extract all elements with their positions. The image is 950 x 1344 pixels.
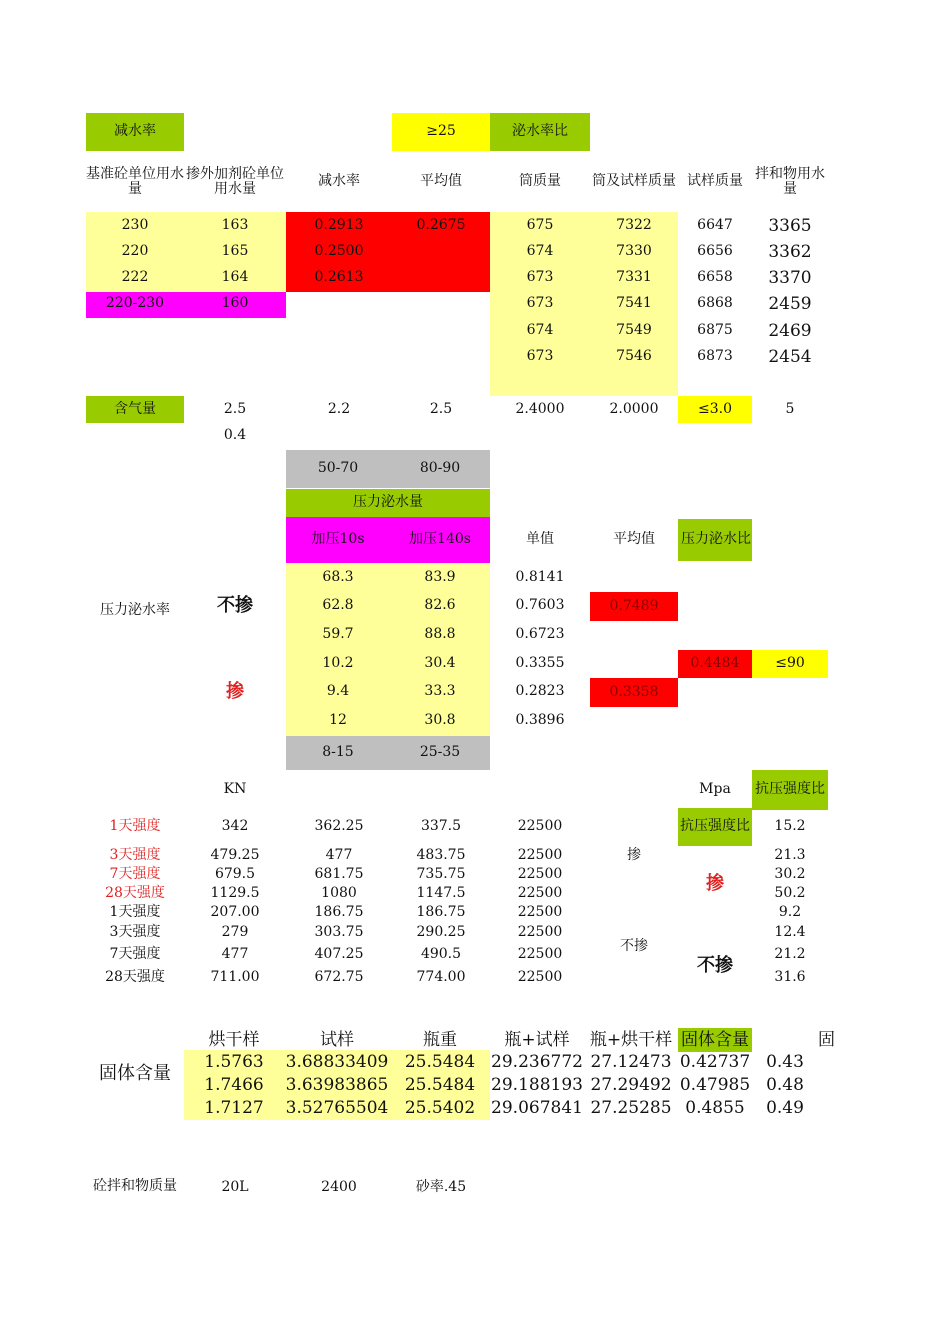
cylinder-mass-cell: 673 <box>526 269 554 286</box>
pressure-col-10s: 加压10s <box>286 517 390 563</box>
water-reduction-cell <box>290 291 388 317</box>
base-water-cell: 222 <box>121 269 149 286</box>
strength-v1-cell: 711.00 <box>210 969 260 986</box>
strength-v3-cell: 490.5 <box>420 946 462 963</box>
pressure-row-label: 压力泌水率 <box>100 602 170 619</box>
mix-v3: 砂率.45 <box>415 1179 467 1196</box>
header-base-water: 基准砼单位用水量 <box>86 165 184 197</box>
air-content-tag: 含气量 <box>86 396 184 423</box>
solids-cell: 3.63983865 <box>285 1075 389 1096</box>
air-v3: 2.5 <box>429 400 453 417</box>
strength-mpa-cell: 15.2 <box>774 818 806 835</box>
solids-cell: 29.067841 <box>491 1098 583 1119</box>
strength-v3-cell: 1147.5 <box>416 885 466 902</box>
solids-cell: 29.188193 <box>491 1075 583 1096</box>
range-25-35: 25-35 <box>390 736 490 770</box>
base-water-cell: 230 <box>121 217 149 234</box>
header-admix-water: 掺外加剂砼单位用水量 <box>186 165 284 197</box>
admix-water-cell: 164 <box>221 269 249 286</box>
header-water-reduction: 减水率 <box>318 173 360 190</box>
mix-water-cell: 2459 <box>768 293 812 314</box>
pressure-unit-cell: 0.6723 <box>515 626 565 643</box>
solids-header-cell: 试样 <box>320 1029 354 1050</box>
strength-area-cell: 22500 <box>517 904 563 921</box>
strength-not-added: 不掺 <box>697 955 733 977</box>
strength-ratio-label: 抗压强度比 <box>678 808 752 846</box>
water-reduction-cell: 0.2500 <box>314 243 364 260</box>
pressure-140s-cell: 33.3 <box>424 683 456 700</box>
cylinder-sample-mass-cell: 7549 <box>616 322 652 339</box>
solids-cell: 25.5484 <box>404 1075 476 1096</box>
pressure-col-140s: 加压140s <box>390 517 490 563</box>
water-reduction-cell: 0.2613 <box>314 269 364 286</box>
strength-mpa-cell: 21.3 <box>774 847 806 864</box>
pressure-140s-cell: 30.8 <box>424 712 456 729</box>
solids-cell: 0.49 <box>766 1098 804 1119</box>
solids-cell: 3.52765504 <box>285 1098 389 1119</box>
solids-cell: 0.4855 <box>685 1098 745 1119</box>
strength-added-small: 掺 <box>627 847 641 864</box>
air-v1: 2.5 <box>223 400 247 417</box>
pressure-title: 压力泌水量 <box>286 489 490 517</box>
header-average: 平均值 <box>420 173 462 190</box>
strength-area-cell: 22500 <box>517 847 563 864</box>
strength-v3-cell: 774.00 <box>416 969 466 986</box>
pressure-10s-cell: 62.8 <box>322 597 354 614</box>
admix-water-cell: 165 <box>221 243 249 260</box>
strength-v2-cell: 681.75 <box>314 866 364 883</box>
header-mix-water: 拌和物用水量 <box>755 165 825 197</box>
mix-water-cell: 3370 <box>768 267 812 288</box>
strength-v2-cell: 672.75 <box>314 969 364 986</box>
strength-area-cell: 22500 <box>517 946 563 963</box>
range-50-70: 50-70 <box>286 450 390 488</box>
solids-header-cell: 瓶重 <box>423 1029 457 1050</box>
solids-cell: 27.12473 <box>590 1052 672 1073</box>
water-reduction-cell: 0.2913 <box>314 217 364 234</box>
solids-cell: 0.47985 <box>679 1075 751 1096</box>
solids-label: 固体含量 <box>99 1063 171 1085</box>
pressure-unit-label: 单值 <box>526 531 554 548</box>
water-reduction-cell <box>290 318 388 344</box>
strength-v2-cell: 1080 <box>321 885 357 902</box>
average-cell <box>392 265 490 291</box>
range-80-90: 80-90 <box>390 450 490 488</box>
strength-v3-cell: 483.75 <box>416 847 466 864</box>
sample-mass-cell: 6868 <box>697 295 733 312</box>
strength-age-label: 28天强度 <box>105 969 165 986</box>
strength-age-label: 1天强度 <box>109 818 161 835</box>
pressure-10s-cell: 59.7 <box>322 626 354 643</box>
average-cell <box>392 291 490 317</box>
pressure-added: 掺 <box>226 681 244 703</box>
cylinder-mass-cell: 674 <box>526 243 554 260</box>
mix-water-cell: 3362 <box>768 241 812 262</box>
pressure-unit-cell: 0.3896 <box>515 712 565 729</box>
strength-area-cell: 22500 <box>517 866 563 883</box>
pressure-ratio: 0.4484 <box>678 650 752 678</box>
pressure-ratio-label: 压力泌水比 <box>678 519 752 561</box>
water-reduction-cell <box>290 344 388 370</box>
solids-cell: 25.5484 <box>404 1052 476 1073</box>
header-cylinder-mass: 筒质量 <box>519 173 561 190</box>
mix-water-cell: 2454 <box>768 346 812 367</box>
pressure-avg1: 0.7489 <box>590 592 678 621</box>
sample-mass-cell: 6875 <box>697 322 733 339</box>
base-water-cell <box>86 318 184 344</box>
admix-water-cell: 163 <box>221 217 249 234</box>
average-cell <box>392 239 490 265</box>
strength-ratio-label-top: 抗压强度比 <box>752 770 828 810</box>
solids-cell: 1.5763 <box>204 1052 264 1073</box>
strength-v1-cell: 679.5 <box>214 866 256 883</box>
pressure-unit-cell: 0.7603 <box>515 597 565 614</box>
pressure-140s-cell: 82.6 <box>424 597 456 614</box>
cylinder-mass-cell: 673 <box>526 295 554 312</box>
solids-header-cell: 烘干样 <box>208 1029 260 1050</box>
strength-mpa-cell: 9.2 <box>778 904 802 921</box>
bleeding-ratio-tag: 泌水率比 <box>490 113 590 151</box>
strength-v3-cell: 290.25 <box>416 924 466 941</box>
strength-v1-cell: 479.25 <box>210 847 260 864</box>
sample-mass-cell: 6647 <box>697 217 733 234</box>
strength-v1-cell: 477 <box>221 946 249 963</box>
solids-header-cell <box>752 1028 818 1052</box>
cylinder-sample-mass-cell: 7322 <box>616 217 652 234</box>
air-v4: 2.4000 <box>515 400 565 417</box>
solids-header-cell: 固体含量 <box>678 1028 752 1052</box>
strength-mpa-cell: 31.6 <box>774 969 806 986</box>
strength-mpa-cell: 50.2 <box>774 885 806 902</box>
solids-header-cell: 固 <box>818 1029 835 1050</box>
admix-water-cell: 160 <box>221 295 249 312</box>
air-v2: 2.2 <box>327 400 351 417</box>
strength-mpa-cell: 12.4 <box>774 924 806 941</box>
cylinder-sample-mass-cell: 7541 <box>616 295 652 312</box>
strength-v1-cell: 279 <box>221 924 249 941</box>
strength-v2-cell: 186.75 <box>314 904 364 921</box>
cylinder-sample-mass-cell: 7546 <box>616 348 652 365</box>
strength-age-label: 7天强度 <box>109 866 161 883</box>
average-cell <box>392 318 490 344</box>
mix-v1: 20L <box>221 1179 249 1196</box>
sample-mass-cell: 6656 <box>697 243 733 260</box>
strength-mpa-cell: 21.2 <box>774 946 806 963</box>
strength-area-cell: 22500 <box>517 969 563 986</box>
cylinder-sample-mass-cell: 7331 <box>616 269 652 286</box>
average-cell <box>392 344 490 370</box>
solids-cell: 1.7466 <box>204 1075 264 1096</box>
strength-v1-cell: 207.00 <box>210 904 260 921</box>
water-reduction-tag: 减水率 <box>86 113 184 151</box>
pressure-10s-cell: 68.3 <box>322 569 354 586</box>
pressure-unit-cell: 0.3355 <box>515 655 565 672</box>
admix-water-cell <box>186 318 284 344</box>
cylinder-sample-mass-cell: 7330 <box>616 243 652 260</box>
base-water-cell: 220 <box>121 243 149 260</box>
strength-v1-cell: 1129.5 <box>210 885 260 902</box>
mix-water-cell: 2469 <box>768 320 812 341</box>
air-diff: 0.4 <box>223 427 247 444</box>
pressure-limit: ≤90 <box>752 650 828 678</box>
strength-v3-cell: 186.75 <box>416 904 466 921</box>
strength-area-cell: 22500 <box>517 924 563 941</box>
average-cell: 0.2675 <box>416 217 466 234</box>
mix-mass-label: 砼拌和物质量 <box>93 1178 177 1195</box>
air-limit: ≤3.0 <box>678 396 752 423</box>
header-cylinder-sample-mass: 筒及试样质量 <box>592 173 676 190</box>
solids-cell: 29.236772 <box>491 1052 583 1073</box>
pressure-not-added: 不掺 <box>217 595 253 617</box>
solids-cell: 3.68833409 <box>285 1052 389 1073</box>
cylinder-mass-cell: 673 <box>526 348 554 365</box>
solids-cell: 25.5402 <box>404 1098 476 1119</box>
sample-mass-cell: 6873 <box>697 348 733 365</box>
mpa-unit: Mpa <box>699 781 731 798</box>
mix-water-cell: 3365 <box>768 215 812 236</box>
solids-header-cell: 瓶+试样 <box>504 1029 570 1050</box>
solids-header-cell: 瓶+烘干样 <box>589 1029 673 1050</box>
strength-age-label: 1天强度 <box>109 904 161 921</box>
pressure-140s-cell: 88.8 <box>424 626 456 643</box>
solids-cell: 27.29492 <box>590 1075 672 1096</box>
strength-added: 掺 <box>706 873 724 895</box>
pressure-avg2: 0.3358 <box>590 678 678 707</box>
base-water-cell <box>86 344 184 370</box>
solids-cell: 0.43 <box>766 1052 804 1073</box>
pressure-10s-cell: 9.4 <box>326 683 350 700</box>
pressure-unit-cell: 0.8141 <box>515 569 565 586</box>
mix-v2: 2400 <box>321 1179 357 1196</box>
air-v5: 2.0000 <box>609 400 659 417</box>
strength-area-cell: 22500 <box>517 885 563 902</box>
strength-age-label: 3天强度 <box>109 924 161 941</box>
strength-area-cell: 22500 <box>517 818 563 835</box>
sample-mass-cell: 6658 <box>697 269 733 286</box>
strength-age-label: 3天强度 <box>109 847 161 864</box>
range-8-15: 8-15 <box>286 736 390 770</box>
admix-water-cell <box>186 344 284 370</box>
base-water-cell: 220-230 <box>105 295 165 312</box>
strength-v3-cell: 735.75 <box>416 866 466 883</box>
header-sample-mass: 试样质量 <box>687 173 743 190</box>
strength-mpa-cell: 30.2 <box>774 866 806 883</box>
pressure-140s-cell: 83.9 <box>424 569 456 586</box>
cylinder-mass-cell: 674 <box>526 322 554 339</box>
strength-v1-cell: 342 <box>221 818 249 835</box>
solids-cell: 1.7127 <box>204 1098 264 1119</box>
strength-v2-cell: 362.25 <box>314 818 364 835</box>
strength-age-label: 7天强度 <box>109 946 161 963</box>
kn-unit: KN <box>223 781 247 798</box>
pressure-140s-cell: 30.4 <box>424 655 456 672</box>
strength-v2-cell: 407.25 <box>314 946 364 963</box>
pressure-10s-cell: 12 <box>329 712 347 729</box>
strength-v2-cell: 477 <box>325 847 353 864</box>
pressure-10s-cell: 10.2 <box>322 655 354 672</box>
strength-age-label: 28天强度 <box>105 885 165 902</box>
limit-ge25: ≥25 <box>392 113 490 151</box>
strength-v3-cell: 337.5 <box>420 818 462 835</box>
pressure-avg-label: 平均值 <box>613 531 655 548</box>
solids-cell: 0.48 <box>766 1075 804 1096</box>
strength-v2-cell: 303.75 <box>314 924 364 941</box>
cylinder-mass-cell: 675 <box>526 217 554 234</box>
strength-not-added-small: 不掺 <box>620 938 648 955</box>
solids-cell: 27.25285 <box>590 1098 672 1119</box>
pressure-unit-cell: 0.2823 <box>515 683 565 700</box>
air-v6: 5 <box>785 400 795 417</box>
solids-cell: 0.42737 <box>679 1052 751 1073</box>
